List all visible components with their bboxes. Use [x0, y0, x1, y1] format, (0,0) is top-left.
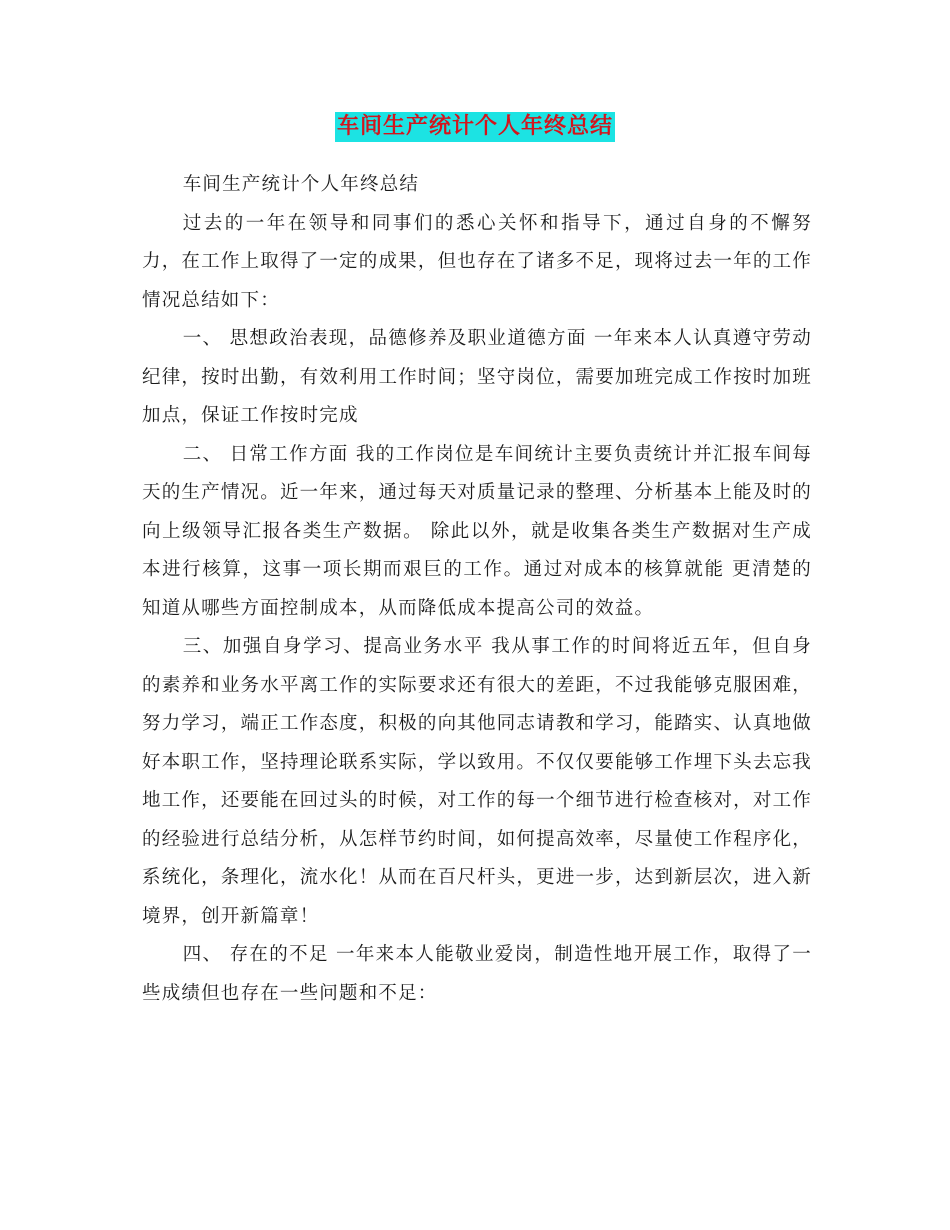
paragraph-intro: 过去的一年在领导和同事们的悉心关怀和指导下，通过自身的不懈努力，在工作上取得了一定的成果，但也存在了诸多不足，现将过去一年的工作情况总结如下：	[142, 212, 812, 311]
paragraph-section-1: 一、 思想政治表现，品德修养及职业道德方面 一年来本人认真遵守劳动纪律，按时出勤，有效利用工作时间；坚守岗位，需要加班完成工作按时加班加点，保证工作按时完成	[142, 328, 812, 426]
paragraph-section-2: 二、 日常工作方面 我的工作岗位是车间统计主要负责统计并汇报车间每天的生产情况。近一年来，通过每天对质量记录的整理、分析基本上能及时的向上级领导汇报各类生产数据。 除此以外，就是收集各类生产数据对生产成本进行核算，这事一项长期而艰巨的工作。通过对成本的核算就能 更清楚的知道从哪些方面控制成本，从而降低成本提高公司的效益。	[142, 443, 812, 619]
paragraph-section-3: 三、加强自身学习、提高业务水平 我从事工作的时间将近五年，但自身的素养和业务水平离工作的实际要求还有很大的差距，不过我能够克服困难，努力学习，端正工作态度，积极的向其他同志请教和学习，能踏实、认真地做好本职工作，坚持理论联系实际，学以致用。不仅仅要能够工作埋下头去忘我地工作，还要能在回过头的时候，对工作的每一个细节进行检查核对，对工作的经验进行总结分析，从怎样节约时间，如何提高效率，尽量使工作程序化，系统化，条理化，流水化！从而在百尺杆头，更进一步，达到新层次，进入新境界，创开新篇章！	[142, 636, 812, 927]
document-body	[142, 166, 812, 1013]
title-container	[0, 112, 950, 142]
document-title: 车间生产统计个人年终总结	[335, 112, 615, 142]
paragraph-section-4: 四、 存在的不足 一年来本人能敬业爱岗，制造性地开展工作，取得了一些成绩但也存在一些问题和不足：	[142, 944, 812, 1004]
paragraph-subtitle: 车间生产统计个人年终总结	[182, 174, 420, 195]
